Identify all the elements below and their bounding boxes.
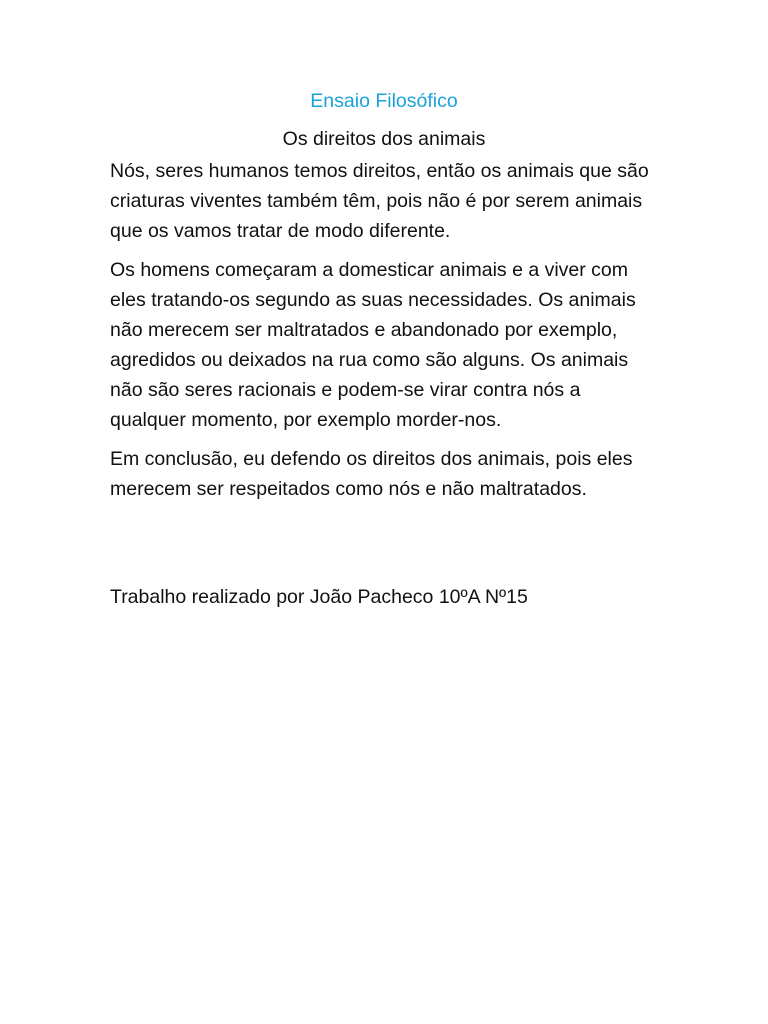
paragraph-conclusion: Em conclusão, eu defendo os direitos dos animais, pois eles merecem ser respeitados como nós e não maltratados. xyxy=(110,448,633,500)
author-signature: Trabalho realizado por João Pacheco 10ºA Nº15 xyxy=(110,586,528,608)
paragraph-intro: Nós, seres humanos temos direitos, então os animais que são criaturas viventes também têm, pois não é por serem animais que os vamos tratar de modo diferente. xyxy=(110,160,649,242)
document-title: Ensaio Filosófico xyxy=(310,90,458,112)
document-body xyxy=(110,86,658,612)
paragraph-development: Os homens começaram a domesticar animais e a viver com eles tratando-os segundo as suas necessidades. Os animais não merecem ser maltratados e abandonado por exemplo, agredidos ou deixados na rua como são alguns. Os animais não são seres racionais e podem-se virar contra nós a qualquer momento, por exemplo morder-nos. xyxy=(110,259,636,431)
document-subtitle: Os direitos dos animais xyxy=(282,128,486,150)
